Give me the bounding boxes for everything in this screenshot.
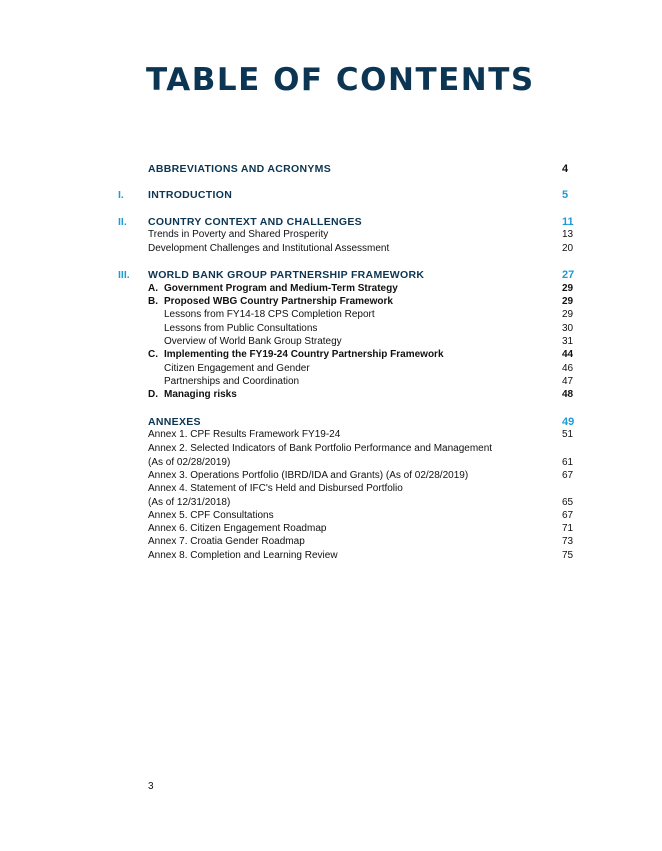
toc-subsection-letter: A.: [148, 283, 158, 294]
toc-entry-title: Annex 3. Operations Portfolio (IBRD/IDA and Grants) (As of 02/28/2019): [148, 470, 469, 481]
toc-entry-title: Development Challenges and Institutional Assessment: [148, 243, 390, 254]
toc-entry-introduction[interactable]: [0, 188, 662, 202]
toc-entry-lessons-consultations[interactable]: [0, 322, 662, 336]
toc-entry-title: Proposed WBG Country Partnership Framework: [164, 296, 393, 307]
toc-subsection-letter: B.: [148, 296, 158, 307]
toc-entry-page: 47: [562, 376, 574, 387]
toc-entry-title: Government Program and Medium-Term Strategy: [164, 283, 398, 294]
toc-entry-abbreviations[interactable]: [0, 162, 662, 176]
toc-entry-proposed-cpf[interactable]: [0, 295, 662, 309]
toc-entry-title: WORLD BANK GROUP PARTNERSHIP FRAMEWORK: [148, 269, 425, 281]
toc-entry-annex-1[interactable]: [0, 428, 662, 442]
toc-entry-annex-8[interactable]: [0, 549, 662, 563]
toc-entry-page: 61: [562, 457, 574, 468]
toc-entry-page: 44: [562, 349, 574, 360]
toc-entry-title: Trends in Poverty and Shared Prosperity: [148, 229, 329, 240]
toc-entry-trends-poverty[interactable]: [0, 228, 662, 242]
toc-section-number: I.: [118, 189, 124, 201]
page-title: TABLE OF CONTENTS: [146, 62, 535, 98]
toc-entry-overview-strategy[interactable]: [0, 335, 662, 349]
toc-entry-title: Implementing the FY19-24 Country Partnership Framework: [164, 349, 444, 360]
toc-entry-title: Annex 8. Completion and Learning Review: [148, 550, 338, 561]
toc-entry-page: 65: [562, 497, 574, 508]
toc-entry-lessons-cps[interactable]: [0, 308, 662, 322]
toc-entry-title: Managing risks: [164, 389, 237, 400]
toc-entry-development-challenges[interactable]: [0, 242, 662, 256]
toc-entry-page: 29: [562, 283, 574, 294]
toc-entry-page: 67: [562, 510, 574, 521]
toc-entry-government-program[interactable]: [0, 282, 662, 296]
toc-entry-page: 5: [562, 189, 569, 201]
toc-entry-page: 49: [562, 416, 575, 428]
toc-entry-citizen-engagement[interactable]: [0, 362, 662, 376]
toc-entry-title: Partnerships and Coordination: [164, 376, 300, 387]
toc-entry-page: 29: [562, 309, 574, 320]
toc-subsection-letter: D.: [148, 389, 158, 400]
toc-entry-page: 48: [562, 389, 574, 400]
toc-entry-annex-2-continued[interactable]: [0, 456, 662, 470]
toc-section-number: II.: [118, 216, 127, 228]
toc-entry-title: Annex 5. CPF Consultations: [148, 510, 274, 521]
toc-entry-annex-7[interactable]: [0, 535, 662, 549]
toc-entry-title: Annex 2. Selected Indicators of Bank Portfolio Performance and Management: [148, 443, 493, 454]
toc-entry-title: Annex 6. Citizen Engagement Roadmap: [148, 523, 327, 534]
toc-section-number: III.: [118, 269, 130, 281]
toc-entry-annex-5[interactable]: [0, 509, 662, 523]
toc-entry-page: 46: [562, 363, 574, 374]
page-number: 3: [148, 781, 154, 792]
toc-entry-page: 13: [562, 229, 574, 240]
toc-entry-country-context[interactable]: [0, 215, 662, 229]
toc-entry-page: 11: [562, 216, 574, 228]
toc-entry-annex-3[interactable]: [0, 469, 662, 483]
toc-entry-title-continued: (As of 02/28/2019): [148, 457, 231, 468]
toc-entry-title: Citizen Engagement and Gender: [164, 363, 310, 374]
toc-entry-annex-4-continued[interactable]: [0, 496, 662, 510]
toc-subsection-letter: C.: [148, 349, 158, 360]
toc-entry-page: 20: [562, 243, 574, 254]
toc-entry-page: 4: [562, 163, 569, 175]
toc-entry-title: ABBREVIATIONS AND ACRONYMS: [148, 163, 331, 175]
toc-entry-page: 71: [562, 523, 574, 534]
toc-entry-title: Lessons from FY14-18 CPS Completion Report: [164, 309, 375, 320]
toc-entry-title: Annex 7. Croatia Gender Roadmap: [148, 536, 305, 547]
toc-entry-page: 67: [562, 470, 574, 481]
toc-entry-annex-4[interactable]: [0, 482, 662, 496]
toc-entry-title: Lessons from Public Consultations: [164, 323, 318, 334]
toc-entry-partnerships[interactable]: [0, 375, 662, 389]
toc-entry-annex-2[interactable]: [0, 442, 662, 456]
toc-entry-page: 75: [562, 550, 574, 561]
toc-entry-page: 30: [562, 323, 574, 334]
toc-entry-page: 27: [562, 269, 575, 281]
toc-entry-page: 31: [562, 336, 574, 347]
toc-entry-annex-6[interactable]: [0, 522, 662, 536]
toc-entry-implementing-cpf[interactable]: [0, 348, 662, 362]
toc-entry-title: Overview of World Bank Group Strategy: [164, 336, 342, 347]
toc-entry-title: Annex 4. Statement of IFC's Held and Disbursed Portfolio: [148, 483, 403, 494]
toc-entry-annexes[interactable]: [0, 415, 662, 429]
toc-entry-page: 29: [562, 296, 574, 307]
toc-entry-title: ANNEXES: [148, 416, 201, 428]
toc-entry-wbg-framework[interactable]: [0, 268, 662, 282]
toc-entry-title: INTRODUCTION: [148, 189, 233, 201]
toc-entry-page: 51: [562, 429, 574, 440]
toc-entry-managing-risks[interactable]: [0, 388, 662, 402]
toc-entry-title: COUNTRY CONTEXT AND CHALLENGES: [148, 216, 362, 228]
toc-entry-title: Annex 1. CPF Results Framework FY19-24: [148, 429, 341, 440]
toc-entry-page: 73: [562, 536, 574, 547]
toc-entry-title-continued: (As of 12/31/2018): [148, 497, 231, 508]
